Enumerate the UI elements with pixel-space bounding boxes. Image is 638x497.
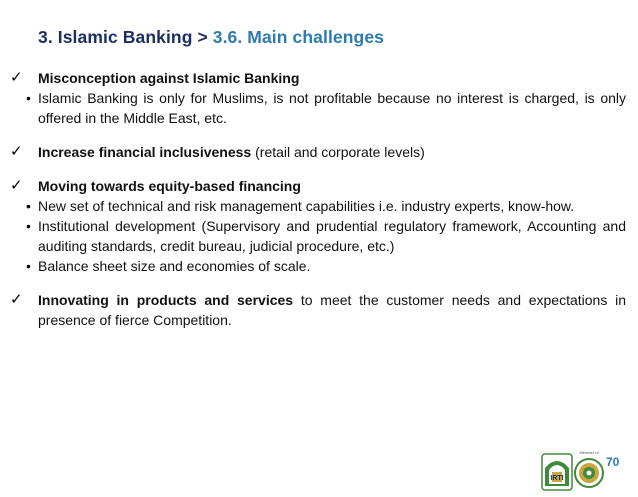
page-number: 70 bbox=[606, 455, 620, 469]
heading-rest: (retail and corporate levels) bbox=[251, 144, 425, 160]
section-misconception bbox=[10, 68, 626, 128]
title-prefix: 3. Islamic Banking > bbox=[38, 27, 213, 47]
section-heading bbox=[10, 68, 626, 88]
checkmark-icon: ✓ bbox=[10, 177, 23, 194]
bullet-text: Institutional development (Supervisory and prudential regulatory framework, Accounting and auditing standards, credit bureau, judicial procedure, etc.) bbox=[38, 218, 626, 254]
bullet-icon: • bbox=[26, 218, 31, 234]
member-of-text: Member of bbox=[579, 450, 599, 455]
section-heading bbox=[10, 176, 626, 196]
section-inclusiveness bbox=[10, 142, 626, 162]
logo-group bbox=[540, 446, 610, 492]
heading-bold: Moving towards equity-based financing bbox=[38, 178, 301, 194]
checkmark-icon: ✓ bbox=[10, 69, 23, 86]
list-item bbox=[10, 216, 626, 256]
bullet-list bbox=[10, 196, 626, 276]
section-equity-financing bbox=[10, 176, 626, 276]
checkmark-icon: ✓ bbox=[10, 143, 23, 160]
list-item bbox=[10, 256, 626, 276]
section-heading bbox=[10, 290, 626, 330]
bullet-text: New set of technical and risk management capabilities i.e. industry experts, know-how. bbox=[38, 198, 575, 214]
bullet-list bbox=[10, 88, 626, 128]
list-item bbox=[10, 88, 626, 128]
bullet-icon: • bbox=[26, 258, 31, 274]
logos-svg bbox=[540, 446, 610, 492]
bullet-icon: • bbox=[26, 198, 31, 214]
section-innovating bbox=[10, 290, 626, 330]
bullet-text: Balance sheet size and economies of scale. bbox=[38, 258, 311, 274]
irti-logo bbox=[542, 454, 572, 490]
section-heading bbox=[10, 142, 626, 162]
heading-bold: Misconception against Islamic Banking bbox=[38, 70, 300, 86]
heading-bold: Increase financial inclusiveness bbox=[38, 144, 252, 160]
list-item bbox=[10, 196, 626, 216]
bullet-icon: • bbox=[26, 90, 31, 106]
heading-rest: to meet the customer needs and expectations in presence of fierce Competition. bbox=[38, 292, 626, 328]
title-accent: 3.6. Main challenges bbox=[212, 27, 384, 47]
checkmark-icon: ✓ bbox=[10, 291, 23, 308]
heading-bold: Innovating in products and services bbox=[38, 292, 294, 308]
member-logo bbox=[575, 450, 603, 487]
page-title bbox=[38, 27, 384, 48]
slide-content bbox=[10, 68, 626, 344]
irti-logo-text: IRTI bbox=[550, 475, 564, 482]
bullet-text: Islamic Banking is only for Muslims, is not profitable because no interest is charged, is only offered in the Middle East, etc. bbox=[38, 90, 626, 126]
